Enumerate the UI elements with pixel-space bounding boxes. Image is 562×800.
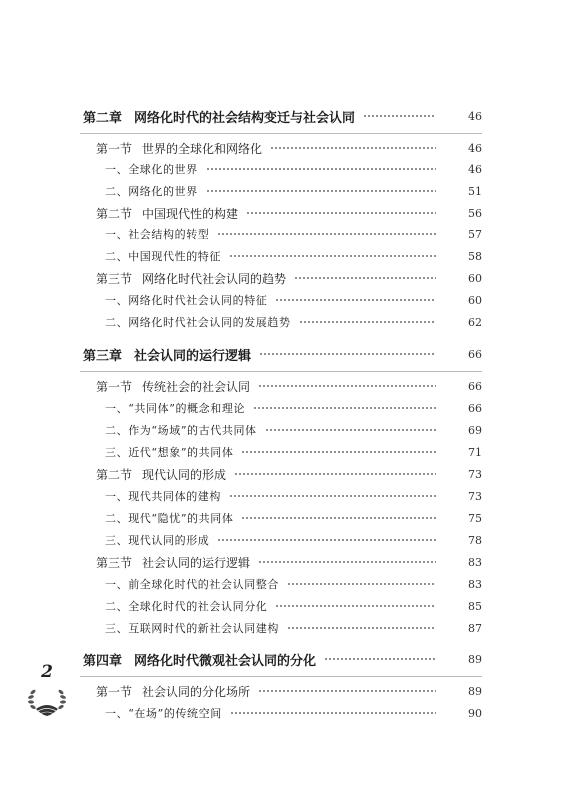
- page-number: 90: [468, 706, 482, 720]
- subsection-title: 二、作为“场域”的古代共同体: [105, 424, 257, 437]
- subsection-entry[interactable]: [0, 573, 562, 595]
- dot-leader: [234, 473, 436, 475]
- page-number: 87: [468, 621, 482, 635]
- section-number: 第一节: [96, 379, 133, 394]
- page-number: 89: [468, 684, 482, 698]
- section-title: 网络化时代社会认同的趋势: [142, 271, 287, 286]
- subsection-entry[interactable]: [0, 180, 562, 202]
- subsection-title: 一、网络化时代社会认同的特征: [105, 294, 268, 307]
- section-title: 社会认同的分化场所: [142, 684, 251, 699]
- dot-leader: [299, 321, 436, 323]
- section-title: 社会认同的运行逻辑: [142, 555, 251, 570]
- section-title: 中国现代性的构建: [142, 206, 239, 221]
- dot-leader: [258, 690, 436, 692]
- dot-leader: [275, 299, 436, 301]
- chapter-entry[interactable]: [0, 343, 562, 365]
- page-number: 83: [468, 577, 482, 591]
- subsection-entry[interactable]: [0, 595, 562, 617]
- page-number: 46: [468, 141, 482, 155]
- dot-leader: [287, 583, 436, 585]
- subsection-entry[interactable]: [0, 223, 562, 245]
- subsection-title: 三、现代认同的形成: [105, 534, 210, 547]
- subsection-title: 一、全球化的世界: [105, 163, 198, 176]
- section-title: 世界的全球化和网络化: [142, 141, 263, 156]
- subsection-entry[interactable]: [0, 289, 562, 311]
- dot-leader: [229, 255, 436, 257]
- chapter-title: 社会认同的运行逻辑: [134, 348, 252, 364]
- section-entry[interactable]: [0, 463, 562, 485]
- section-title: 现代认同的形成: [142, 467, 227, 482]
- dot-leader: [241, 451, 436, 453]
- page-number: 56: [468, 206, 482, 220]
- subsection-entry[interactable]: [0, 311, 562, 333]
- subsection-entry[interactable]: [0, 245, 562, 267]
- section-entry[interactable]: [0, 267, 562, 289]
- section-number: 第一节: [96, 684, 133, 699]
- subsection-title: 二、网络化的世界: [105, 185, 198, 198]
- subsection-title: 一、“共同体”的概念和理论: [105, 402, 246, 415]
- chapter-entry[interactable]: [0, 648, 562, 670]
- page-number: 75: [468, 511, 482, 525]
- page-number: 51: [468, 184, 482, 198]
- subsection-entry[interactable]: [0, 419, 562, 441]
- chapter-title: 网络化时代的社会结构变迁与社会认同: [134, 110, 356, 126]
- page-number: 46: [468, 109, 482, 123]
- divider: [80, 371, 482, 372]
- section-number: 第一节: [96, 141, 133, 156]
- dot-leader: [246, 212, 436, 214]
- subsection-entry[interactable]: [0, 529, 562, 551]
- chapter-number: 第四章: [83, 653, 123, 669]
- subsection-title: 一、“在场”的传统空间: [105, 707, 222, 720]
- dot-leader: [294, 277, 436, 279]
- page-number: 60: [468, 293, 482, 307]
- section-entry[interactable]: [0, 375, 562, 397]
- section-number: 第二节: [96, 206, 133, 221]
- dot-leader: [229, 495, 436, 497]
- chapter-entry[interactable]: [0, 105, 562, 127]
- dot-leader: [265, 429, 436, 431]
- subsection-entry[interactable]: [0, 617, 562, 639]
- subsection-title: 三、近代“想象”的共同体: [105, 446, 234, 459]
- section-entry[interactable]: [0, 680, 562, 702]
- subsection-entry[interactable]: [0, 507, 562, 529]
- dot-leader: [241, 517, 436, 519]
- subsection-entry[interactable]: [0, 485, 562, 507]
- page-number: 71: [468, 445, 482, 459]
- dot-leader: [363, 115, 436, 117]
- laurel-ornament-icon: [24, 685, 70, 719]
- page-number: 69: [468, 423, 482, 437]
- page-number: 66: [468, 379, 482, 393]
- section-number: 第三节: [96, 555, 133, 570]
- subsection-title: 一、前全球化时代的社会认同整合: [105, 578, 279, 591]
- section-entry[interactable]: [0, 137, 562, 159]
- page-number: 73: [468, 467, 482, 481]
- dot-leader: [253, 407, 436, 409]
- page-number: 85: [468, 599, 482, 613]
- dot-leader: [275, 605, 436, 607]
- dot-leader: [230, 712, 436, 714]
- subsection-title: 二、网络化时代社会认同的发展趋势: [105, 316, 291, 329]
- subsection-entry[interactable]: [0, 441, 562, 463]
- divider: [80, 676, 482, 677]
- section-number: 第二节: [96, 467, 133, 482]
- subsection-title: 二、全球化时代的社会认同分化: [105, 600, 268, 613]
- section-number: 第三节: [96, 271, 133, 286]
- page-number: 73: [468, 489, 482, 503]
- dot-leader: [270, 147, 436, 149]
- chapter-number: 第三章: [83, 348, 123, 364]
- page-number: 89: [468, 652, 482, 666]
- subsection-title: 一、社会结构的转型: [105, 228, 210, 241]
- page-number: 83: [468, 555, 482, 569]
- subsection-entry[interactable]: [0, 702, 562, 724]
- section-entry[interactable]: [0, 551, 562, 573]
- subsection-title: 一、现代共同体的建构: [105, 490, 221, 503]
- page-number: 78: [468, 533, 482, 547]
- chapter-title: 网络化时代微观社会认同的分化: [134, 653, 317, 669]
- page-number: 57: [468, 227, 482, 241]
- section-title: 传统社会的社会认同: [142, 379, 251, 394]
- subsection-entry[interactable]: [0, 158, 562, 180]
- subsection-title: 二、中国现代性的特征: [105, 250, 221, 263]
- page-number: 60: [468, 271, 482, 285]
- page-folio-number: 2: [41, 662, 53, 682]
- dot-leader: [206, 190, 436, 192]
- dot-leader: [258, 385, 436, 387]
- page-number: 46: [468, 162, 482, 176]
- dot-leader: [324, 658, 436, 660]
- page-number: 58: [468, 249, 482, 263]
- chapter-number: 第二章: [83, 110, 123, 126]
- page-number: 66: [468, 347, 482, 361]
- dot-leader: [217, 539, 436, 541]
- subsection-title: 三、互联网时代的新社会认同建构: [105, 622, 279, 635]
- dot-leader: [217, 233, 436, 235]
- subsection-entry[interactable]: [0, 397, 562, 419]
- section-entry[interactable]: [0, 202, 562, 224]
- subsection-title: 二、现代“隐忧”的共同体: [105, 512, 234, 525]
- page-number: 66: [468, 401, 482, 415]
- page-number: 62: [468, 315, 482, 329]
- dot-leader: [258, 561, 436, 563]
- dot-leader: [287, 627, 436, 629]
- dot-leader: [206, 168, 436, 170]
- dot-leader: [259, 353, 436, 355]
- divider: [80, 133, 482, 134]
